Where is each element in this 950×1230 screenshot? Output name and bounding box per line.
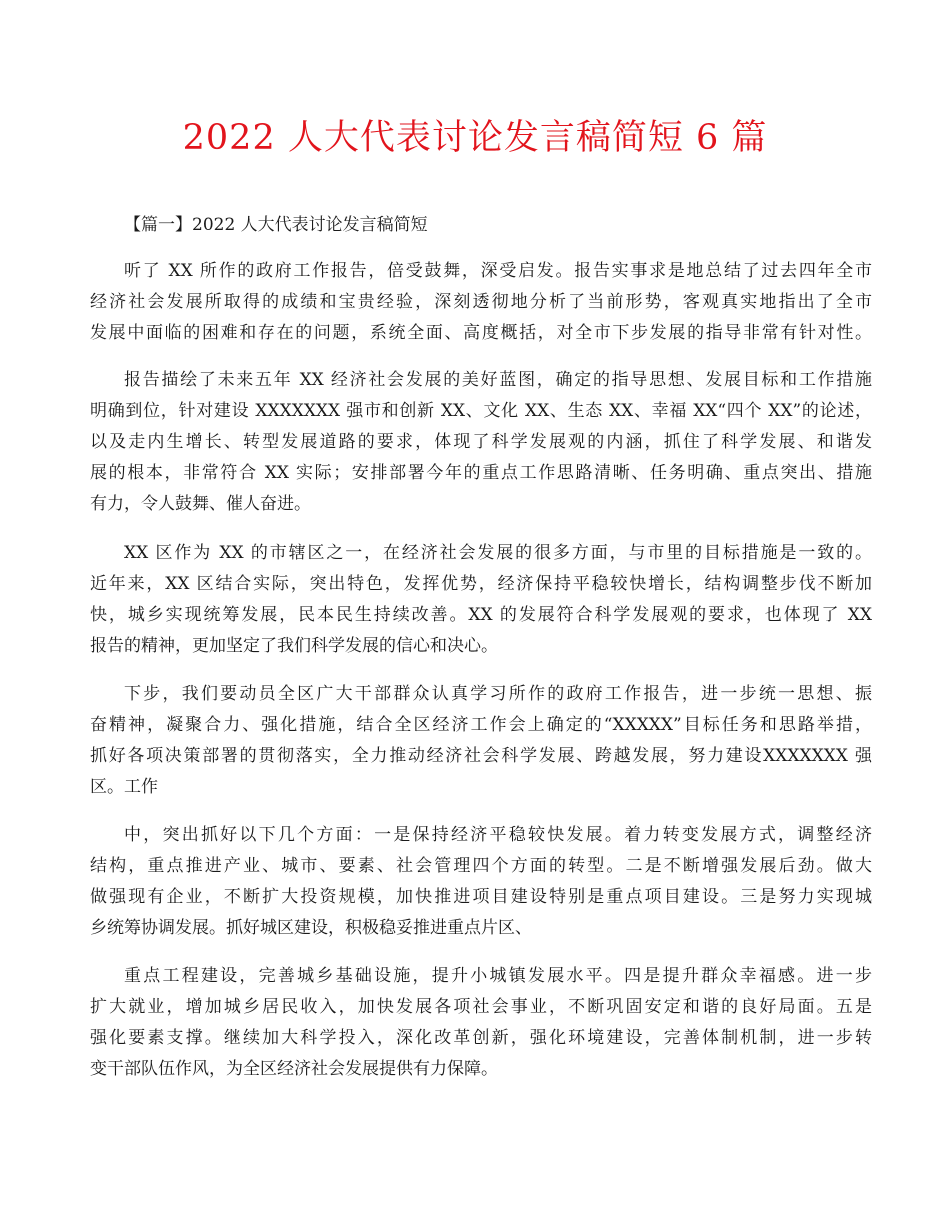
paragraph-line: 扩大就业，增加城乡居民收入，加快发展各项社会事业，不断巩固安定和谐的良好局面。五是 xyxy=(90,997,872,1017)
paragraph-4 xyxy=(90,679,872,803)
paragraph-2 xyxy=(90,365,872,520)
paragraph-line: XX 区作为 XX 的市辖区之一，在经济社会发展的很多方面，与市里的目标措施是一致的。 xyxy=(124,543,872,563)
section-heading: 【篇一】2022 人大代表讨论发言稿简短 xyxy=(124,215,428,235)
paragraph-line: 乡统筹协调发展。抓好城区建设，积极稳妥推进重点片区、 xyxy=(90,918,532,938)
paragraph-line: 报告的精神，更加坚定了我们科学发展的信心和决心。 xyxy=(90,636,498,656)
paragraph-line: 展的根本，非常符合 XX 实际；安排部署今年的重点工作思路清晰、任务明确、重点突出、措施 xyxy=(90,463,872,483)
paragraph-line: 有力，令人鼓舞、催人奋进。 xyxy=(90,494,311,514)
paragraph-3 xyxy=(90,538,872,662)
paragraph-line: 报告描绘了未来五年 XX 经济社会发展的美好蓝图，确定的指导思想、发展目标和工作措施 xyxy=(124,370,872,390)
paragraph-1 xyxy=(90,256,872,349)
paragraph-line: 经济社会发展所取得的成绩和宝贵经验，深刻透彻地分析了当前形势，客观真实地指出了全市 xyxy=(90,292,872,312)
paragraph-line: 以及走内生增长、转型发展道路的要求，体现了科学发展观的内涵，抓住了科学发展、和谐发 xyxy=(90,432,872,452)
paragraph-line: 奋精神，凝聚合力、强化措施，结合全区经济工作会上确定的“XXXXX”目标任务和思路举措， xyxy=(90,715,872,735)
paragraph-line: 中，突出抓好以下几个方面：一是保持经济平稳较快发展。着力转变发展方式，调整经济 xyxy=(124,825,872,845)
paragraph-line: 抓好各项决策部署的贯彻落实，全力推动经济社会科学发展、跨越发展，努力建设XXXXXXX 强 xyxy=(90,746,872,766)
paragraph-5 xyxy=(90,820,872,944)
paragraph-line: 区。工作 xyxy=(90,777,158,797)
paragraph-line: 发展中面临的困难和存在的问题，系统全面、高度概括，对全市下步发展的指导非常有针对性。 xyxy=(90,323,872,343)
paragraph-line: 做强现有企业，不断扩大投资规模，加快推进项目建设特别是重点项目建设。三是努力实现城 xyxy=(90,887,872,907)
paragraph-line: 变干部队伍作风，为全区经济社会发展提供有力保障。 xyxy=(90,1059,498,1079)
paragraph-line: 近年来，XX 区结合实际，突出特色，发挥优势，经济保持平稳较快增长，结构调整步伐不断加 xyxy=(90,574,872,594)
paragraph-line: 听了 XX 所作的政府工作报告，倍受鼓舞，深受启发。报告实事求是地总结了过去四年全市 xyxy=(124,261,872,281)
paragraph-line: 结构，重点推进产业、城市、要素、社会管理四个方面的转型。二是不断增强发展后劲。做大 xyxy=(90,856,872,876)
paragraph-line: 快，城乡实现统筹发展，民本民生持续改善。XX 的发展符合科学发展观的要求，也体现了 XX xyxy=(90,605,872,625)
paragraph-line: 明确到位，针对建设 XXXXXXX 强市和创新 XX、文化 XX、生态 XX、幸福 XX“四个 XX”的论述， xyxy=(90,401,872,421)
paragraph-line: 下步，我们要动员全区广大干部群众认真学习所作的政府工作报告，进一步统一思想、振 xyxy=(124,684,872,704)
paragraph-6 xyxy=(90,961,872,1085)
document-title: 2022 人大代表讨论发言稿简短 6 篇 xyxy=(182,118,768,158)
paragraph-line: 强化要素支撑。继续加大科学投入，深化改革创新，强化环境建设，完善体制机制，进一步转 xyxy=(90,1028,872,1048)
paragraph-line: 重点工程建设，完善城乡基础设施，提升小城镇发展水平。四是提升群众幸福感。进一步 xyxy=(124,966,872,986)
